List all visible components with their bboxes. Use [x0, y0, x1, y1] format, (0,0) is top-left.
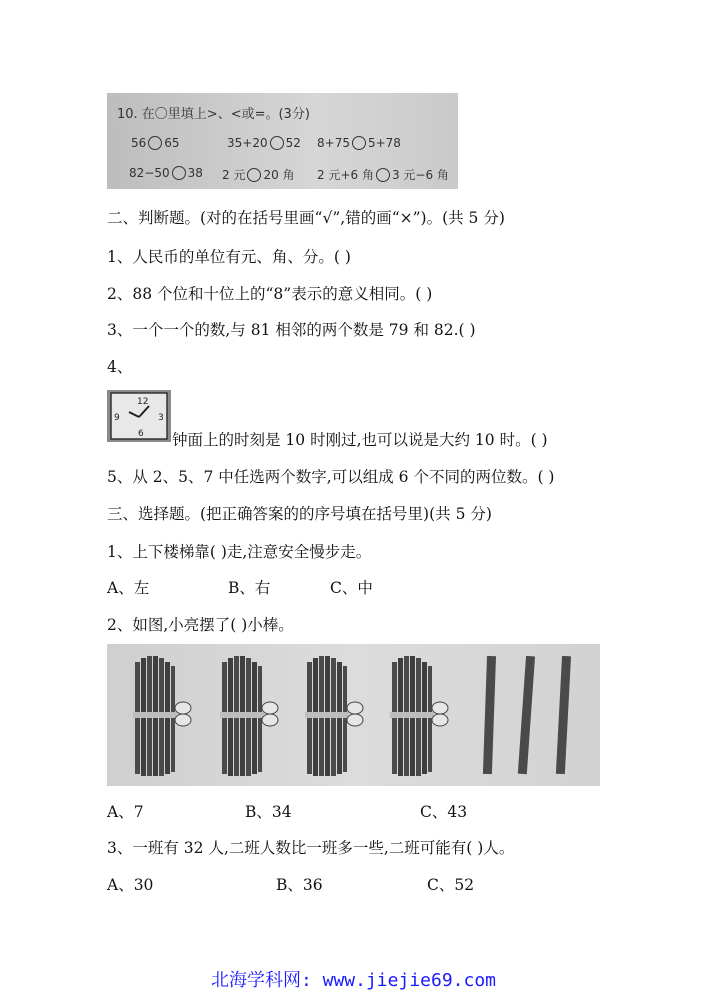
- clock-image: [107, 390, 171, 442]
- q10-expr: 20 角: [263, 168, 295, 182]
- sticks-image: [107, 644, 600, 786]
- clock-digit: 6: [138, 429, 144, 439]
- compare-circle-icon: [352, 136, 366, 150]
- judge-question-3: 3、一个一个的数,与 81 相邻的两个数是 79 和 82.( ): [107, 321, 476, 339]
- q10-expr: 5+78: [367, 136, 401, 150]
- option-b: B、右: [228, 579, 271, 597]
- q10-expr: 38: [187, 166, 203, 180]
- q10-expr: 3 元−6 角: [391, 168, 449, 182]
- sticks-bundles-icon: [107, 644, 600, 786]
- judge-question-2: 2、88 个位和十位上的“8”表示的意义相同。( ): [107, 285, 433, 303]
- option-c: C、中: [330, 579, 373, 597]
- q10-expr: 35+20: [227, 136, 268, 150]
- q10-photo: [107, 93, 458, 189]
- footer-watermark: 北海学科网: www.jiejie69.com: [210, 970, 497, 991]
- q10-title: 10. 在〇里填上>、<或=。(3分): [117, 107, 310, 122]
- option-a: A、30: [107, 876, 154, 894]
- choice-question-2: 2、如图,小亮摆了( )小棒。: [107, 616, 294, 634]
- judge-question-4-text: 钟面上的时刻是 10 时刚过,也可以说是大约 10 时。( ): [172, 431, 548, 449]
- section3-heading: 三、选择题。(把正确答案的的序号填在括号里)(共 5 分): [107, 505, 492, 523]
- option-a: A、7: [107, 803, 144, 821]
- judge-question-4-number: 4、: [107, 358, 133, 376]
- compare-circle-icon: [270, 136, 284, 150]
- judge-question-5: 5、从 2、5、7 中任选两个数字,可以组成 6 个不同的两位数。( ): [107, 468, 555, 486]
- option-c: C、43: [420, 803, 468, 821]
- choice-question-3: 3、一班有 32 人,二班人数比一班多一些,二班可能有( )人。: [107, 839, 515, 857]
- clock-digit: 3: [158, 413, 164, 423]
- compare-circle-icon: [148, 136, 162, 150]
- option-c: C、52: [427, 876, 475, 894]
- option-b: B、36: [276, 876, 323, 894]
- choice-question-1: 1、上下楼梯靠( )走,注意安全慢步走。: [107, 543, 372, 561]
- section2-heading: 二、判断题。(对的在括号里画“√”,错的画“×”)。(共 5 分): [107, 209, 505, 227]
- q10-expr: 82−50: [129, 166, 170, 180]
- clock-digit: 12: [137, 397, 149, 407]
- option-b: B、34: [245, 803, 292, 821]
- clock-digit: 9: [114, 413, 120, 423]
- q10-expr: 56: [131, 136, 147, 150]
- judge-question-1: 1、人民币的单位有元、角、分。( ): [107, 248, 351, 266]
- compare-circle-icon: [376, 168, 390, 182]
- compare-circle-icon: [172, 166, 186, 180]
- q10-expr: 2 元: [222, 168, 246, 182]
- compare-circle-icon: [247, 168, 261, 182]
- clock-icon: [107, 390, 171, 442]
- q10-expr: 8+75: [317, 136, 350, 150]
- q10-expr: 2 元+6 角: [317, 168, 374, 182]
- option-a: A、左: [107, 579, 150, 597]
- q10-expr: 52: [285, 136, 301, 150]
- q10-expr: 65: [164, 136, 180, 150]
